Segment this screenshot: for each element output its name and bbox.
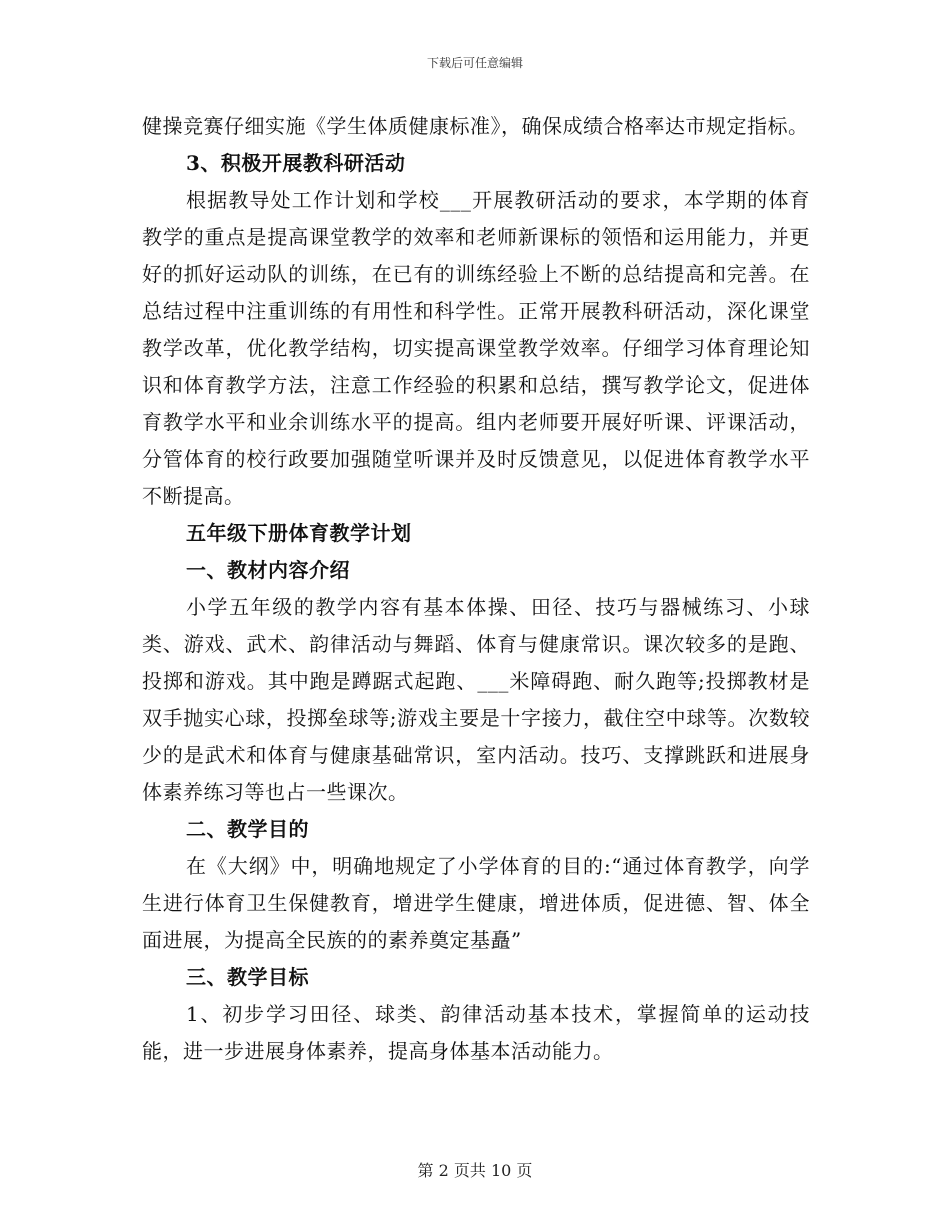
section-heading-3: 3、积极开展教科研活动 [186,151,406,175]
paragraph-continued: 健操竞赛仔细实施《学生体质健康标准》，确保成绩合格率达市规定指标。 [142,114,809,138]
document-title-heading: 五年级下册体育教学计划 [186,521,412,545]
page-footer: 第 2 页共 10 页 [417,1161,533,1180]
document-body [142,108,810,1070]
section-heading-2: 二、教学目的 [186,817,309,841]
paragraph-goal-1: 1、初步学习田径、球类、韵律活动基本技术，掌握简单的运动技能，进一步进展身体素养，提高身体基本活动能力。 [142,1002,810,1063]
paragraph-purpose: 在《大纲》中，明确地规定了小学体育的目的:“通过体育教学，向学生进行体育卫生保健教育，增进学生健康，增进体质，促进德、智、体全面进展，为提高全民族的的素养奠定基矗” [142,854,810,952]
section-heading-3b: 三、教学目标 [186,965,309,989]
paragraph-research: 根据教导处工作计划和学校___开展教研活动的要求，本学期的体育教学的重点是提高课堂教学的效率和老师新课标的领悟和运用能力，并更好的抓好运动队的训练，在已有的训练经验上不断的总结提高和完善。在总结过程中注重训练的有用性和科学性。正常开展教科研活动，深化课堂教学改革，优化教学结构，切实提高课堂教学效率。仔细学习体育理论知识和体育教学方法，注意工作经验的积累和总结，撰写教学论文，促进体育教学水平和业余训练水平的提高。组内老师要开展好听课、评课活动，分管体育的校行政要加强随堂听课并及时反馈意见，以促进体育教学水平不断提高。 [142,188,810,508]
paragraph-materials: 小学五年级的教学内容有基本体操、田径、技巧与器械练习、小球类、游戏、武术、韵律活动与舞蹈、体育与健康常识。课次较多的是跑、投掷和游戏。其中跑是蹲踞式起跑、___米障碍跑、耐久跑等;投掷教材是双手抛实心球，投掷垒球等;游戏主要是十字接力，截住空中球等。次数较少的是武术和体育与健康基础常识，室内活动。技巧、支撑跳跃和进展身体素养练习等也占一些课次。 [142,595,810,804]
page-header: 下载后可任意编辑 [426,56,523,70]
section-heading-1: 一、教材内容介绍 [186,558,350,582]
